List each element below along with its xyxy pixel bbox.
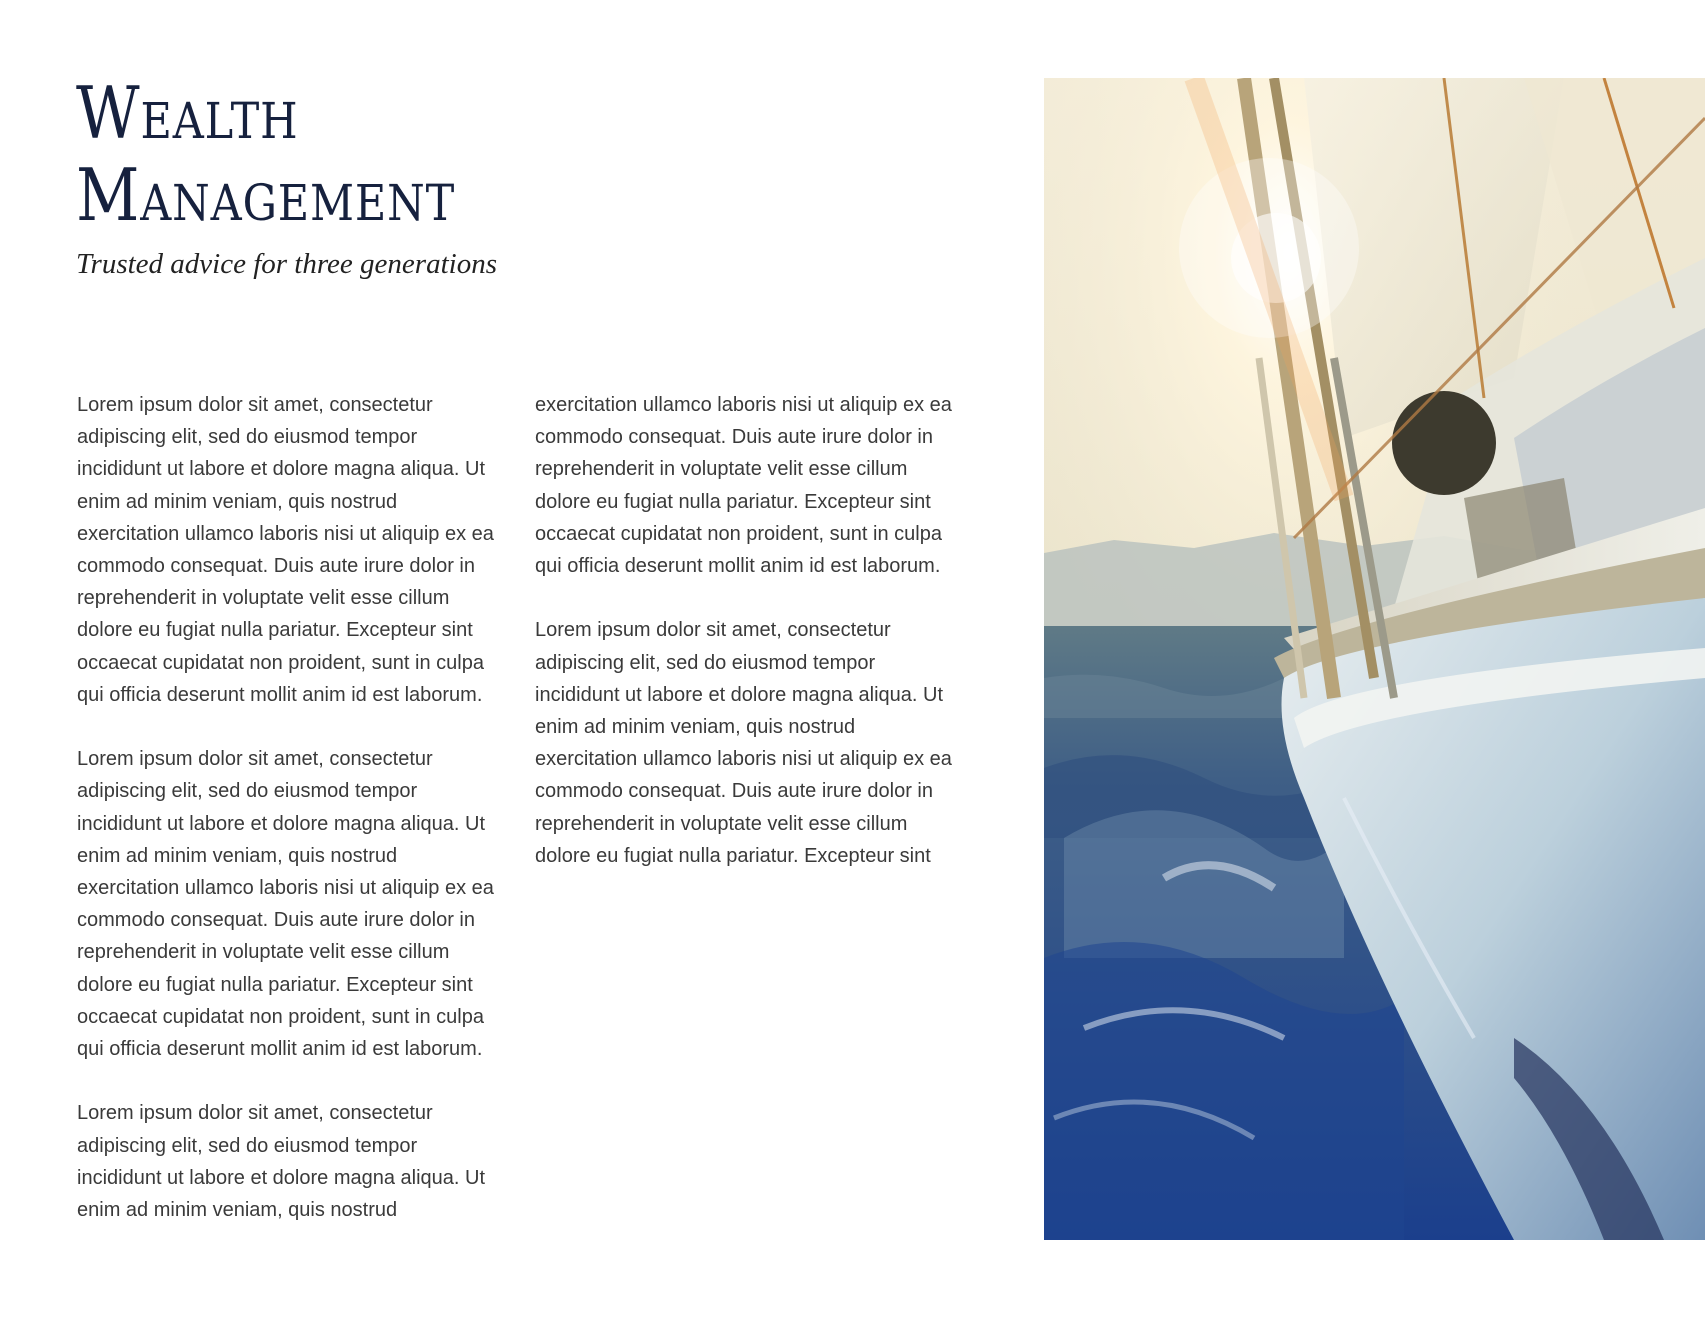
body-paragraph: Lorem ipsum dolor sit amet, consectetur adipiscing elit, sed do eiusmod tempor incididunt ut labore et dolore magna aliqua. Ut enim ad minim veniam, quis nostrud exercitation ullamco laboris nisi ut aliquip ex ea commodo consequat. Duis aute irure dolor in reprehenderit in voluptate velit esse cillum dolore eu fugiat nulla pariatur. Excepteur sint occaecat cupidatat non proident, sunt in culpa qui officia deserunt mollit anim id est laborum. <box>77 748 494 1061</box>
body-paragraph: Lorem ipsum dolor sit amet, consectetur adipiscing elit, sed do eiusmod tempor incididunt ut labore et dolore magna aliqua. Ut enim ad minim veniam, quis nostrud exercitation ullamco laboris nisi ut aliquip ex ea commodo consequat. Duis aute irure dolor in reprehenderit in voluptate velit esse cillum dolore eu fugiat nulla pariatur. Excepteur sint occaecat cupidatat non proident, sunt in culpa qui officia deserunt mollit anim id est laborum. <box>77 394 952 1222</box>
body-paragraph: Lorem ipsum dolor sit amet, consectetur adipiscing elit, sed do eiusmod tempor incididunt ut labore et dolore magna aliqua. Ut enim ad minim veniam, quis nostrud exercitation ullamco laboris nisi ut aliquip ex ea commodo consequat. Duis aute irure dolor in reprehenderit in voluptate velit esse cillum dolore eu fugiat nulla pariatur. Excepteur sint <box>535 619 952 867</box>
body-text-columns <box>77 389 957 1229</box>
title-line-2: Management <box>76 153 456 237</box>
tagline: Trusted advice for three generations <box>76 248 497 280</box>
sailboat-photo <box>1044 78 1705 1240</box>
page-title <box>76 72 455 236</box>
body-paragraph: Lorem ipsum dolor sit amet, consectetur adipiscing elit, sed do eiusmod tempor incididunt ut labore et dolore magna aliqua. Ut enim ad minim veniam, quis nostrud exercitation ullamco laboris nisi ut aliquip ex ea commodo consequat. Duis aute irure dolor in reprehenderit in voluptate velit esse cillum dolore eu fugiat nulla pariatur. Excepteur sint occaecat cupidatat non proident, sunt in culpa qui officia deserunt mollit anim id est laborum. <box>77 394 494 706</box>
title-line-1: Wealth <box>76 71 299 155</box>
